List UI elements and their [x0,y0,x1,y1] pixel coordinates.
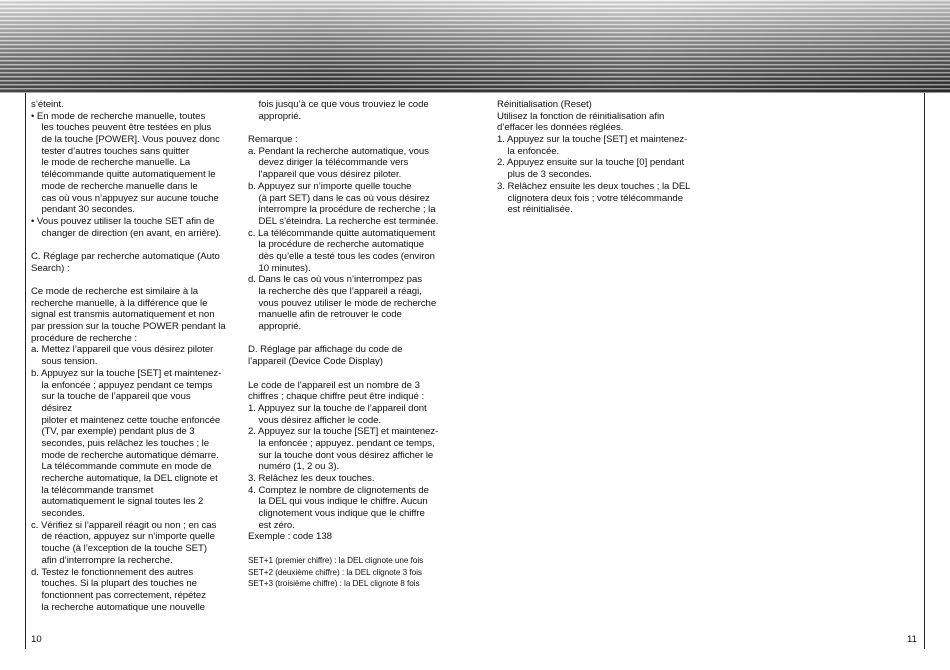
text-line: Le code de l’appareil est un nombre de 3 [248,379,420,391]
text-line: par pression sur la touche POWER pendant la [31,321,226,333]
text-line: Search) : [31,262,70,274]
text-line: afin d’interrompre la recherche. [31,554,173,566]
text-line: l’appareil que vous désirez piloter. [248,169,402,181]
text-line: de la touche [POWER]. Vous pouvez donc [31,134,220,146]
page-number-left: 10 [31,634,42,645]
text-line: c. La télécommande quitte automatiquement [248,227,436,239]
text-line: mode de recherche automatique démarre. [31,449,219,461]
text-line: b. Appuyez sur la touche [SET] et maintenez- [31,367,222,379]
text-line: Exemple : code 138 [248,531,332,543]
text-line: sur la touche dont vous désirez afficher le [248,449,434,461]
text-line: touche (à l’exception de la touche SET) [31,543,207,555]
text-line: cas où vous n’appuyez sur aucune touche [31,192,219,204]
text-line [248,122,458,134]
text-line: la enfoncée ; appuyez pendant ce temps [31,379,213,391]
page-frame-left [25,93,26,649]
text-line: d’effacer les données réglées. [497,122,624,134]
text-line: recherche manuelle, à la différence que le [31,297,208,309]
text-line: recherche automatique, la DEL clignote et [31,473,218,484]
text-line: SET+2 (deuxième chiffre) : la DEL clignote 3 fois [248,567,422,577]
text-line: changer de direction (en avant, en arrière). [31,227,222,239]
text-line [31,239,241,251]
text-line: secondes, puis relâchez les touches ; le [31,437,210,449]
text-column-right [497,99,717,216]
text-line: la recherche dès que l’appareil a réagi, [248,286,422,297]
text-line: (TV, par exemple) pendant plus de 3 [31,426,195,438]
text-line: interrompre la procédure de recherche ; la [248,204,436,216]
text-line: sous tension. [31,356,98,368]
text-line: automatiquement le signal toutes les 2 [31,496,204,508]
text-line: approprié. [248,321,302,333]
text-line: fois jusqu’à ce que vous trouviez le code [248,99,429,110]
text-line: les touches peuvent être testées en plus [31,122,212,134]
header-band [0,0,950,93]
text-line: télécommande quitte automatiquement le [31,169,216,181]
text-line: SET+3 (troisième chiffre) : la DEL clignote 8 fois [248,579,420,589]
text-line: • Vous pouvez utiliser la touche SET afin de [31,215,215,227]
text-line: • En mode de recherche manuelle, toutes [31,110,206,122]
text-line: 1. Appuyez sur la touche de l’appareil dont [248,402,427,414]
text-line: clignotement vous indique que le chiffre [248,508,425,520]
text-line: La télécommande commute en mode de [31,461,212,473]
text-line: dès qu’elle a testé tous les codes (environ [248,250,435,262]
text-line: Réinitialisation (Reset) [497,99,592,110]
text-line: touches. Si la plupart des touches ne [31,578,197,590]
text-line: piloter et maintenez cette touche enfoncée [31,414,221,426]
text-line: 4. Comptez le nombre de clignotements de [248,484,429,496]
text-line: signal est transmis automatiquement et non [31,309,215,321]
text-line: secondes. [31,508,85,520]
text-line: 3. Relâchez les deux touches. [248,473,375,484]
text-line: 2. Appuyez ensuite sur la touche [0] pendant [497,157,685,169]
text-line [31,274,241,286]
text-line: la recherche automatique une nouvelle [31,601,205,613]
text-line: clignotera deux fois ; votre télécommande [497,192,683,204]
text-line: chiffres ; chaque chiffre peut être indiqué : [248,391,425,403]
text-line: la procédure de recherche automatique [248,239,425,251]
text-line: a. Mettez l’appareil que vous désirez piloter [31,344,214,356]
text-line: C. Réglage par recherche automatique (Auto [31,250,220,262]
text-line: numéro (1, 2 ou 3). [248,461,340,473]
text-line: D. Réglage par affichage du code de [248,344,403,356]
text-line: la enfoncée. [497,145,560,157]
text-line: 2. Appuyez sur la touche [SET] et maintenez- [248,426,439,438]
text-line: la enfoncée ; appuyez. pendant ce temps, [248,437,435,449]
text-line: Remarque : [248,134,298,146]
text-line [248,333,458,345]
text-line: vous pouvez utiliser le mode de recherche [248,297,437,309]
text-line: 10 minutes). [248,262,311,274]
text-line: sur la touche de l’appareil que vous [31,391,191,403]
text-line: approprié. [248,110,302,122]
text-line: la télécommande transmet [31,484,154,496]
text-line: désirez [31,402,73,414]
text-line: Utilisez la fonction de réinitialisation afin [497,110,665,122]
text-line: plus de 3 secondes. [497,169,592,181]
text-line: 3. Relâchez ensuite les deux touches ; la DEL [497,180,691,192]
text-line: a. Pendant la recherche automatique, vous [248,145,429,157]
text-line: (à part SET) dans le cas où vous désirez [248,192,430,204]
text-line: est zéro. [248,519,295,531]
text-line: Ce mode de recherche est similaire à la [31,286,199,297]
text-line: procédure de recherche : [31,332,137,344]
text-line: fonctionnent pas correctement, répétez [31,589,206,601]
text-line: tester d’autres touches sans quitter [31,145,189,157]
text-line: SET+1 (premier chiffre) : la DEL clignote une fois [248,555,424,565]
text-line: d. Dans le cas où vous n’interrompez pas [248,274,422,286]
text-column-middle [248,99,458,590]
text-line [248,368,458,380]
text-line: vous désirez afficher le code. [248,414,382,426]
text-line: est réinitialisée. [497,204,573,216]
text-line: mode de recherche manuelle dans le [31,180,198,192]
text-line: manuelle afin de retrouver le code [248,309,402,321]
text-line: de réaction, appuyez sur n’importe quelle [31,531,215,543]
text-line: 1. Appuyez sur la touche [SET] et maintenez- [497,134,688,146]
text-line: pendant 30 secondes. [31,204,135,216]
page-number-right: 11 [907,634,917,645]
text-line: b. Appuyez sur n’importe quelle touche [248,180,412,192]
text-line: l’appareil (Device Code Display) [248,356,383,368]
text-line: s’éteint. [31,99,64,110]
page-frame-right [924,93,925,649]
text-line: le mode de recherche manuelle. La [31,157,191,169]
text-line [248,543,458,555]
text-column-left [31,99,241,613]
text-line: la DEL qui vous indique le chiffre. Aucun [248,496,428,508]
text-line: DEL s’éteindra. La recherche est terminée. [248,215,439,227]
text-line: c. Vérifiez si l’appareil réagit ou non ; en cas [31,519,217,531]
text-line: devez diriger la télécommande vers [248,157,409,169]
text-line: d. Testez le fonctionnement des autres [31,566,194,578]
